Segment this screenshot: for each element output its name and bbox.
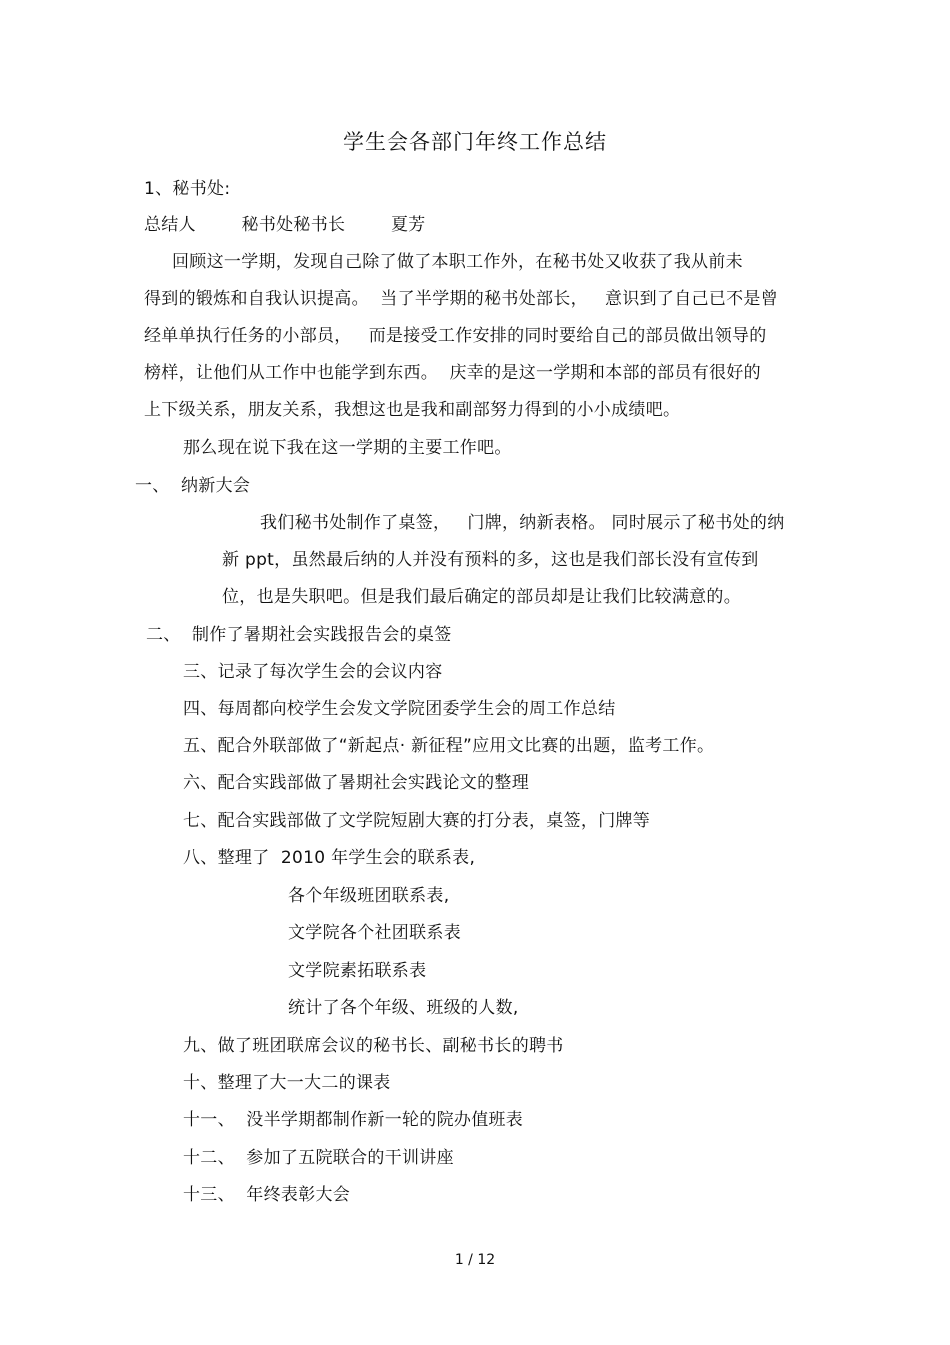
list-item: 二、 制作了暑期社会实践报告会的桌签: [146, 625, 452, 645]
item-heading: 一、 纳新大会: [135, 476, 251, 496]
list-item: 九、做了班团联席会议的秘书长、副秘书长的聘书: [183, 1036, 564, 1056]
list-item: 七、配合实践部做了文学院短剧大赛的打分表，桌签，门牌等: [183, 811, 651, 831]
list-item: 十、整理了大一大二的课表: [183, 1073, 391, 1093]
document-title: 学生会各部门年终工作总结: [343, 130, 607, 154]
intro-line: 上下级关系，朋友关系，我想这也是我和副部努力得到的小小成绩吧。: [144, 400, 681, 420]
list-item: 五、配合外联部做了“新起点· 新征程”应用文比赛的出题，监考工作。: [183, 736, 715, 756]
author-line: 总结人 秘书处秘书长 夏芳: [144, 215, 426, 235]
item-body-line: 我们秘书处制作了桌签， 门牌，纳新表格。 同时展示了秘书处的纳: [260, 513, 785, 533]
item-body-line: 位，也是失职吧。但是我们最后确定的部员却是让我们比较满意的。: [222, 587, 741, 607]
sub-item: 各个年级班团联系表,: [288, 886, 450, 906]
list-item: 十三、 年终表彰大会: [183, 1185, 351, 1205]
intro-line: 得到的锻炼和自我认识提高。 当了半学期的秘书处部长， 意识到了自己已不是曾: [144, 289, 779, 309]
list-item: 三、记录了每次学生会的会议内容: [183, 662, 443, 682]
section-heading: 1、秘书处:: [144, 179, 231, 199]
list-item: 八、整理了 2010 年学生会的联系表,: [183, 848, 476, 868]
sub-item: 统计了各个年级、班级的人数,: [288, 998, 519, 1018]
lead-line: 那么现在说下我在这一学期的主要工作吧。: [183, 438, 512, 458]
intro-line: 榜样，让他们从工作中也能学到东西。 庆幸的是这一学期和本部的部员有很好的: [144, 363, 761, 383]
item-body-line: 新 ppt，虽然最后纳的人并没有预料的多，这也是我们部长没有宣传到: [222, 550, 759, 570]
sub-item: 文学院各个社团联系表: [288, 923, 461, 943]
list-item: 十一、 没半学期都制作新一轮的院办值班表: [183, 1110, 524, 1130]
list-item: 十二、 参加了五院联合的干训讲座: [183, 1148, 454, 1168]
page-number: 1 / 12: [454, 1252, 496, 1268]
list-item: 六、配合实践部做了暑期社会实践论文的整理: [183, 773, 529, 793]
sub-item: 文学院素拓联系表: [288, 961, 427, 981]
intro-line: 回顾这一学期，发现自己除了做了本职工作外，在秘书处又收获了我从前未: [172, 252, 743, 272]
list-item: 四、每周都向校学生会发文学院团委学生会的周工作总结: [183, 699, 616, 719]
intro-line: 经单单执行任务的小部员， 而是接受工作安排的同时要给自己的部员做出领导的: [144, 326, 767, 346]
